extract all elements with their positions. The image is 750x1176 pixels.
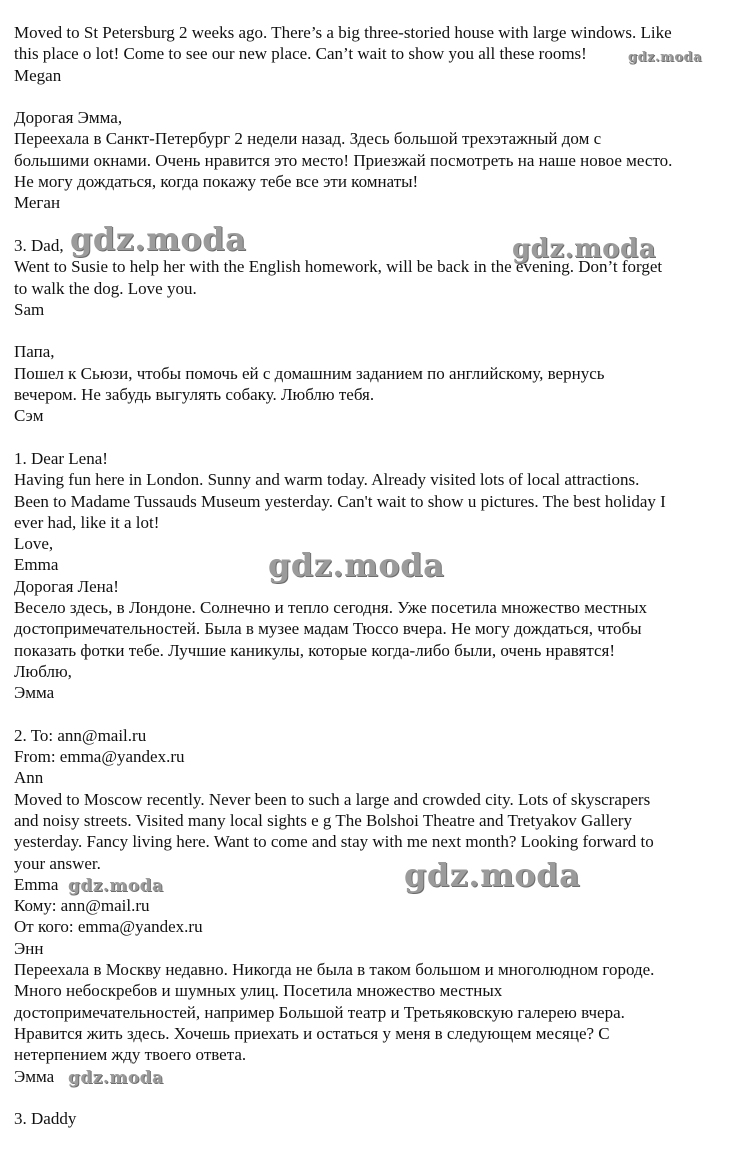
text-line: Love, — [14, 534, 54, 554]
text-line: Весело здесь, в Лондоне. Солнечно и тепло сегодня. Уже посетила множество местных — [14, 598, 647, 618]
text-line: Went to Susie to help her with the English homework, will be back in the evening. Don’t forget — [14, 257, 663, 277]
watermark: gdz.moda — [70, 220, 247, 258]
text-line: Дорогая Лена! — [14, 576, 119, 596]
text-line: Ann — [14, 768, 44, 788]
blank-line — [14, 1087, 736, 1108]
text-line: Кому: ann@mail.ru — [14, 896, 150, 916]
text-line: Люблю, — [14, 661, 72, 681]
watermark: gdz.moda — [404, 856, 581, 894]
text-line: Пошел к Сьюзи, чтобы помочь ей с домашним заданием по английскому, вернусь — [14, 363, 605, 383]
watermark: gdz.moda — [512, 234, 657, 264]
blank-line — [14, 427, 736, 448]
text-line: Sam — [14, 299, 45, 319]
text-line: Эмма — [14, 683, 55, 703]
text-line: Много небоскребов и шумных улиц. Посетила множество местных — [14, 981, 503, 1001]
blank-line — [14, 320, 736, 341]
text-line: Been to Madame Tussauds Museum yesterday. Can't wait to show u pictures. The best holiday I — [14, 491, 666, 511]
text-line: Emma — [14, 555, 59, 575]
text-line: Эмма — [14, 1066, 55, 1086]
text-line: Переехала в Москву недавно. Никогда не была в таком большом и многолюдном городе. — [14, 960, 655, 980]
text-line: your answer. — [14, 853, 101, 873]
text-line: 3. Dad, — [14, 235, 64, 255]
text-line: достопримечательностей. Была в музее мадам Тюссо вчера. Не могу дождаться, чтобы — [14, 619, 642, 639]
text-line: нетерпением жду твоего ответа. — [14, 1045, 247, 1065]
text-line: From: emma@yandex.ru — [14, 747, 185, 767]
text-line: Не могу дождаться, когда покажу тебе все эти комнаты! — [14, 172, 419, 192]
text-line: 2. To: ann@mail.ru — [14, 725, 147, 745]
text-line: and noisy streets. Visited many local sights e g The Bolshoi Theatre and Tretyakov Gallery — [14, 810, 632, 830]
text-line: yesterday. Fancy living here. Want to come and stay with me next month? Looking forward to — [14, 832, 654, 852]
text-line: Папа, — [14, 342, 55, 362]
text-line: Moved to Moscow recently. Never been to such a large and crowded city. Lots of skyscrapers — [14, 789, 651, 809]
text-line: Дорогая Эмма, — [14, 108, 123, 128]
blank-line — [14, 704, 736, 725]
text-line: Переехала в Санкт-Петербург 2 недели назад. Здесь большой трехэтажный дом с — [14, 129, 602, 149]
text-line: ever had, like it a lot! — [14, 512, 160, 532]
text-line: 1. Dear Lena! — [14, 448, 108, 468]
text-line: 3. Daddy — [14, 1109, 77, 1129]
text-line: Megan — [14, 65, 62, 85]
text-line: to walk the dog. Love you. — [14, 278, 197, 298]
text-line: Moved to St Petersburg 2 weeks ago. There’s a big three-storied house with large windows. Like — [14, 23, 672, 42]
text-line: Меган — [14, 193, 61, 213]
text-line: показать фотки тебе. Лучшие каникулы, которые когда-либо были, очень нравятся! — [14, 640, 616, 660]
text-line: Нравится жить здесь. Хочешь приехать и остаться у меня в следующем месяце? С — [14, 1023, 610, 1043]
text-line: Энн — [14, 938, 44, 958]
text-line: вечером. Не забудь выгулять собаку. Люблю тебя. — [14, 385, 375, 405]
watermark: gdz.moda — [68, 876, 164, 896]
blank-line — [14, 86, 736, 107]
text-line: Сэм — [14, 406, 44, 426]
watermark: gdz.moda — [628, 50, 703, 65]
watermark: gdz.moda — [68, 1068, 164, 1088]
text-line: Emma — [14, 874, 59, 894]
text-line: Having fun here in London. Sunny and warm today. Already visited lots of local attractions. — [14, 470, 640, 490]
text-line: большими окнами. Очень нравится это место! Приезжай посмотреть на наше новое место. — [14, 150, 673, 170]
text-line: this place o lot! Come to see our new place. Can’t wait to show you all these rooms! — [14, 44, 587, 64]
text-line: От кого: emma@yandex.ru — [14, 917, 203, 937]
watermark: gdz.moda — [268, 546, 445, 584]
text-line: достопримечательностей, например Большой театр и Третьяковскую галерею вчера. — [14, 1002, 625, 1022]
